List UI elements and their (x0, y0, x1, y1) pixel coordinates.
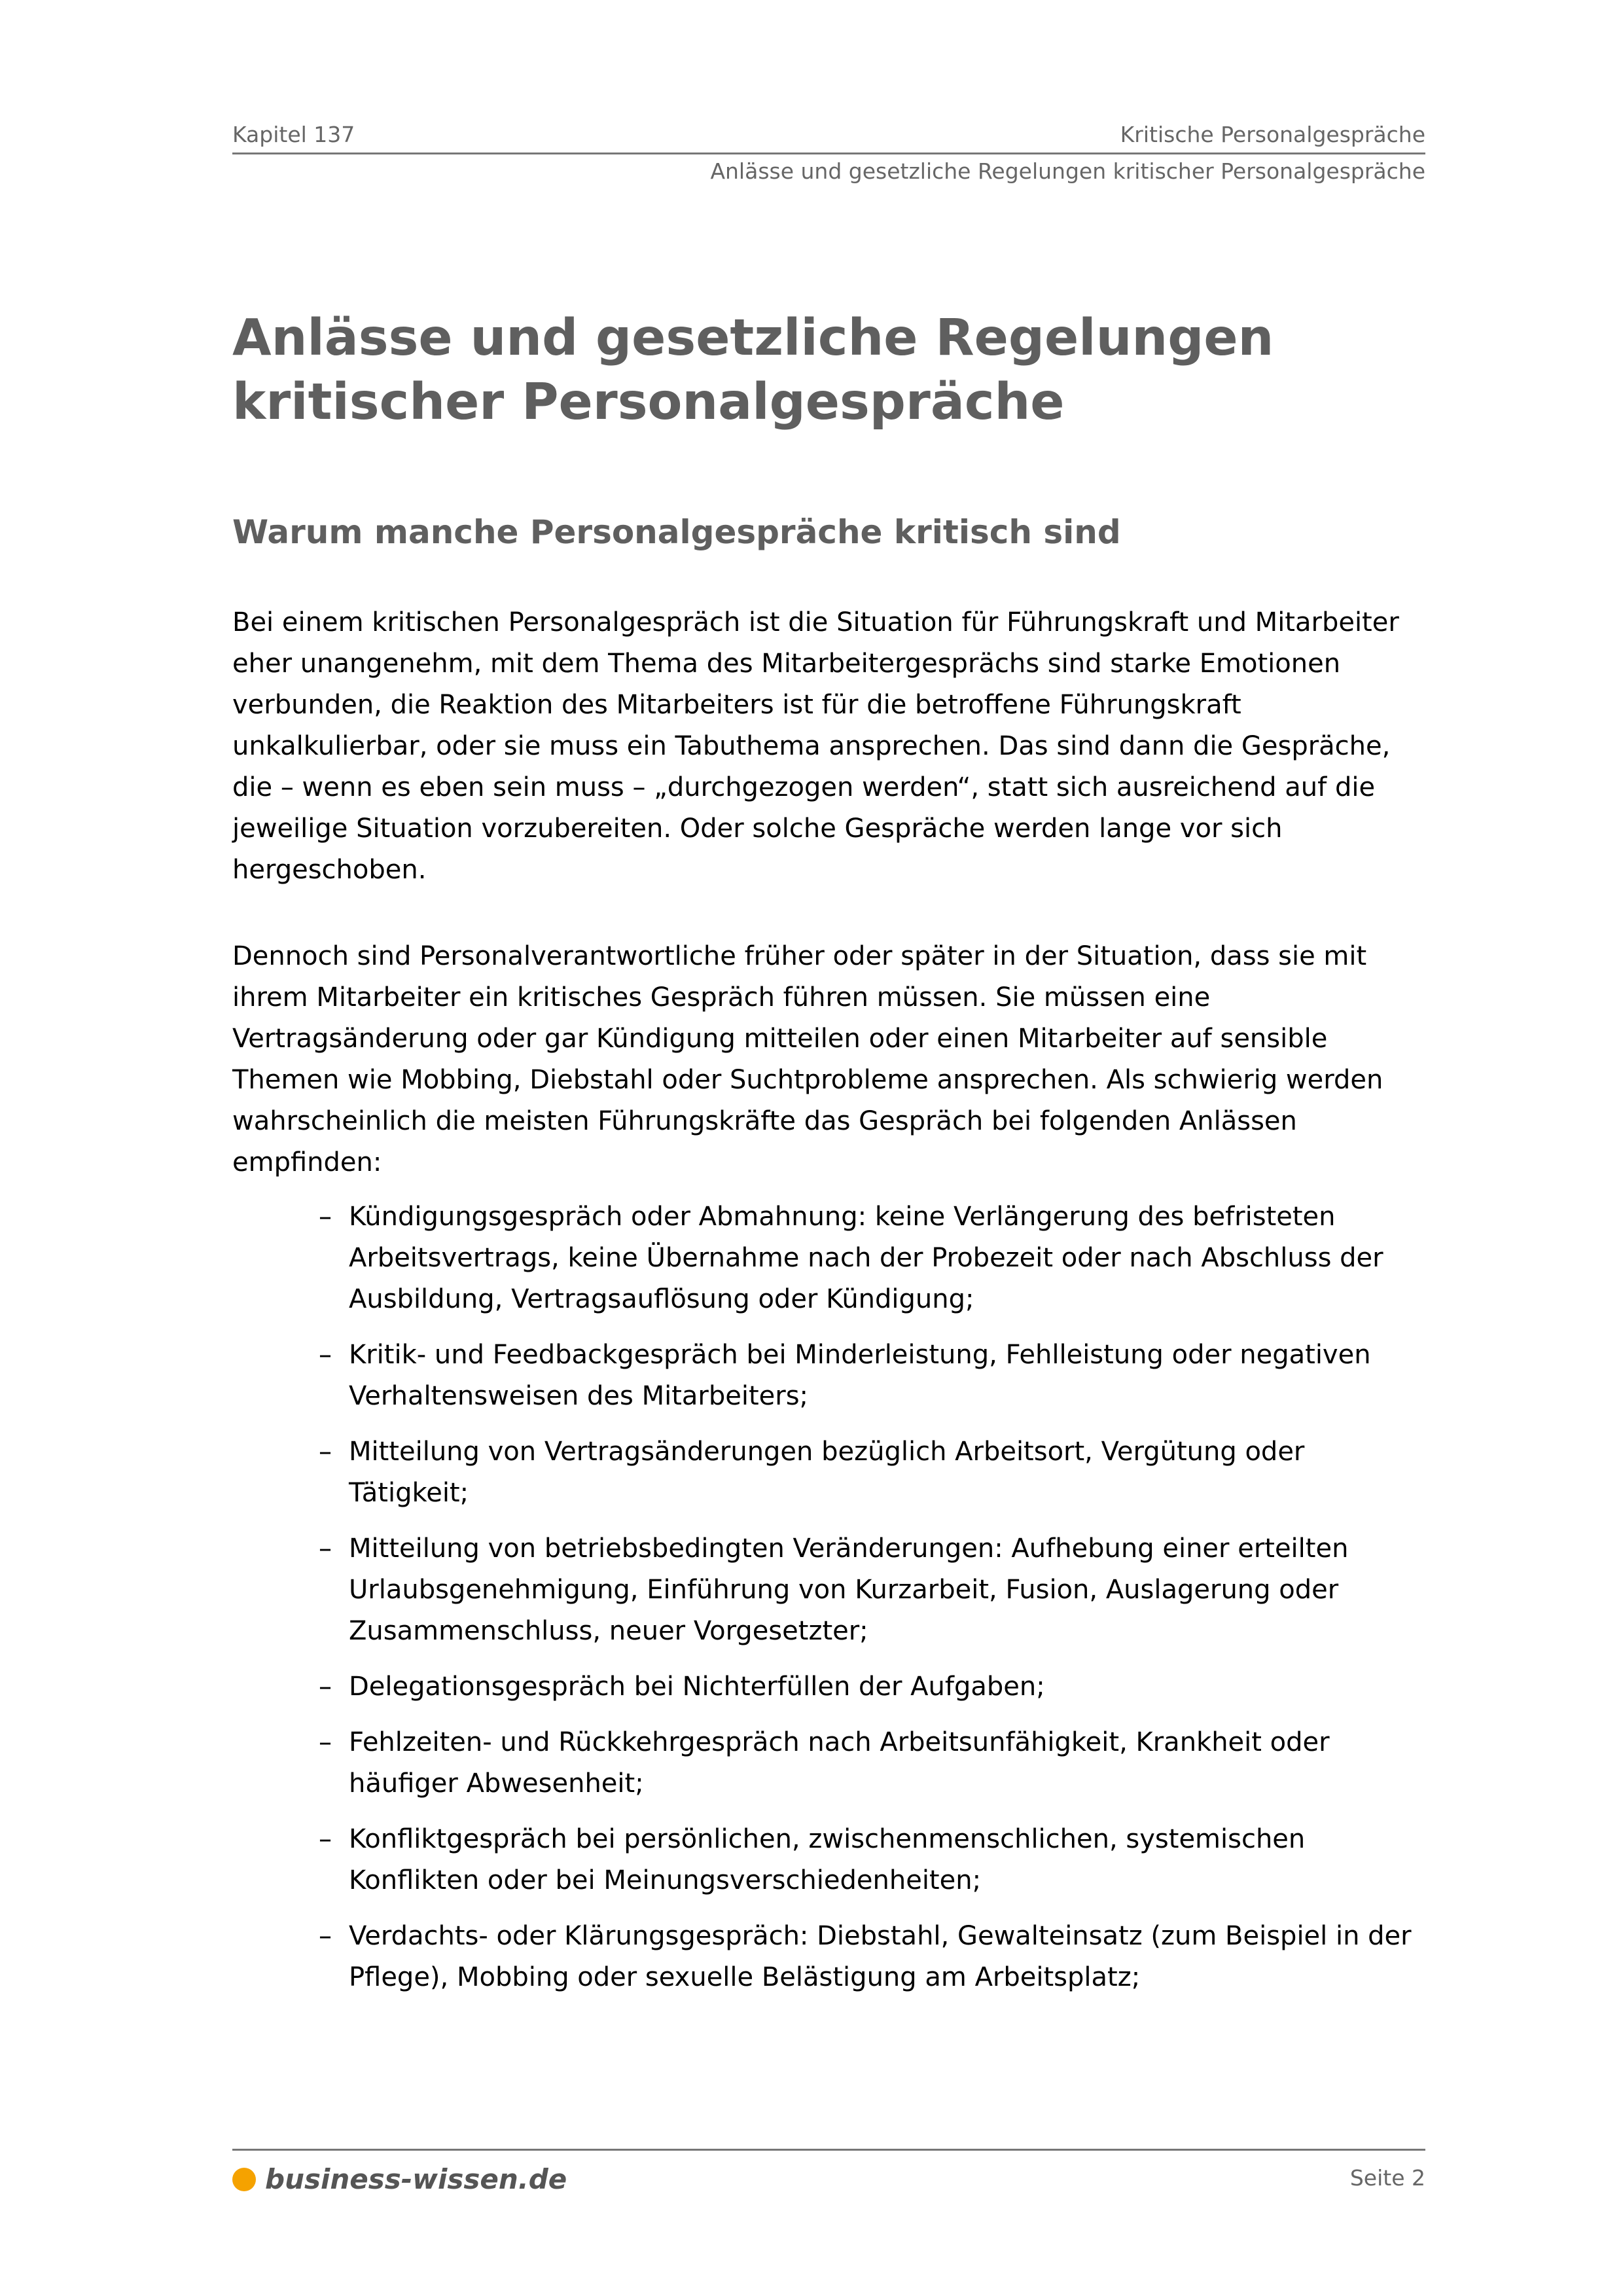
list-item (232, 1666, 1430, 1708)
list-marker: – (319, 1534, 332, 1564)
logo-dot-icon (232, 2168, 256, 2191)
list-item-text: Mitteilung von betriebsbedingten Veränderungen: Aufhebung einer erteilten Urlaubsgenehmigung, Einführung von Kurzarbeit, Fusion, Auslagerung oder Zusammenschluss, neuer Vorgesetzter; (349, 1534, 1349, 1646)
occasions-list (232, 1196, 1430, 2013)
header-divider (232, 152, 1425, 154)
logo-text: business-wissen.de (265, 2163, 567, 2195)
header-section: Kritische Personalgespräche (1120, 122, 1425, 147)
footer-divider (232, 2149, 1425, 2151)
list-item (232, 1722, 1430, 1804)
list-marker: – (319, 1672, 332, 1702)
page-title: Anlässe und gesetzliche Regelungen kritischer Personalgespräche (232, 309, 1274, 431)
list-item (232, 1528, 1430, 1652)
list-item-text: Delegationsgespräch bei Nichterfüllen der Aufgaben; (349, 1672, 1045, 1702)
list-item-text: Mitteilung von Vertragsänderungen bezüglich Arbeitsort, Vergütung oder Tätigkeit; (349, 1437, 1305, 1508)
list-marker: – (319, 1921, 332, 1951)
list-item (232, 1196, 1430, 1320)
section-heading: Warum manche Personalgespräche kritisch sind (232, 513, 1121, 551)
header-chapter: Kapitel 137 (232, 122, 355, 147)
list-item (232, 1916, 1430, 1998)
list-marker: – (319, 1340, 332, 1370)
header-subsection: Anlässe und gesetzliche Regelungen kritischer Personalgespräche (710, 158, 1425, 184)
list-item-text: Kündigungsgespräch oder Abmahnung: keine Verlängerung des befristeten Arbeitsvertrags, keine Übernahme nach der Probezeit oder nach Abschluss der Ausbildung, Vertragsauflösung oder Kündigung; (349, 1202, 1383, 1314)
list-item (232, 1819, 1430, 1901)
business-wissen-logo (232, 2160, 567, 2199)
body-paragraph: Bei einem kritischen Personalgespräch ist die Situation für Führungskraft und Mitarbeiter eher unangenehm, mit dem Thema des Mitarbeitergesprächs sind starke Emotionen verbunden, die Reaktion des Mitarbeiters ist für die betroffene Führungskraft unkalkulierbar, oder sie muss ein Tabuthema ansprechen. Das sind dann die Gespräche, die – wenn es eben sein muss – „durchgezogen werden“, statt sich ausreichend auf die jeweilige Situation vorzubereiten. Oder solche Gespräche werden lange vor sich hergeschoben. (232, 607, 1399, 885)
page-number: Seite 2 (1349, 2165, 1425, 2191)
list-marker: – (319, 1727, 332, 1757)
list-item-text: Fehlzeiten- und Rückkehrgespräch nach Arbeitsunfähigkeit, Krankheit oder häufiger Abwesenheit; (349, 1727, 1330, 1799)
list-marker: – (319, 1824, 332, 1854)
list-item (232, 1335, 1430, 1417)
list-item-text: Kritik- und Feedbackgespräch bei Minderleistung, Fehlleistung oder negativen Verhaltensweisen des Mitarbeiters; (349, 1340, 1371, 1411)
list-item-text: Verdachts- oder Klärungsgespräch: Diebstahl, Gewalteinsatz (zum Beispiel in der Pflege), Mobbing oder sexuelle Belästigung am Arbeitsplatz; (349, 1921, 1412, 1992)
list-item-text: Konfliktgespräch bei persönlichen, zwischenmenschlichen, systemischen Konflikten oder bei Meinungsverschiedenheiten; (349, 1824, 1306, 1895)
list-marker: – (319, 1437, 332, 1467)
list-marker: – (319, 1202, 332, 1232)
body-paragraph: Dennoch sind Personalverantwortliche früher oder später in der Situation, dass sie mit ihrem Mitarbeiter ein kritisches Gespräch führen müssen. Sie müssen eine Vertragsänderung oder gar Kündigung mitteilen oder einen Mitarbeiter auf sensible Themen wie Mobbing, Diebstahl oder Suchtprobleme ansprechen. Als schwierig werden wahrscheinlich die meisten Führungskräfte das Gespräch bei folgenden Anlässen empfinden: (232, 941, 1383, 1177)
list-item (232, 1431, 1430, 1514)
